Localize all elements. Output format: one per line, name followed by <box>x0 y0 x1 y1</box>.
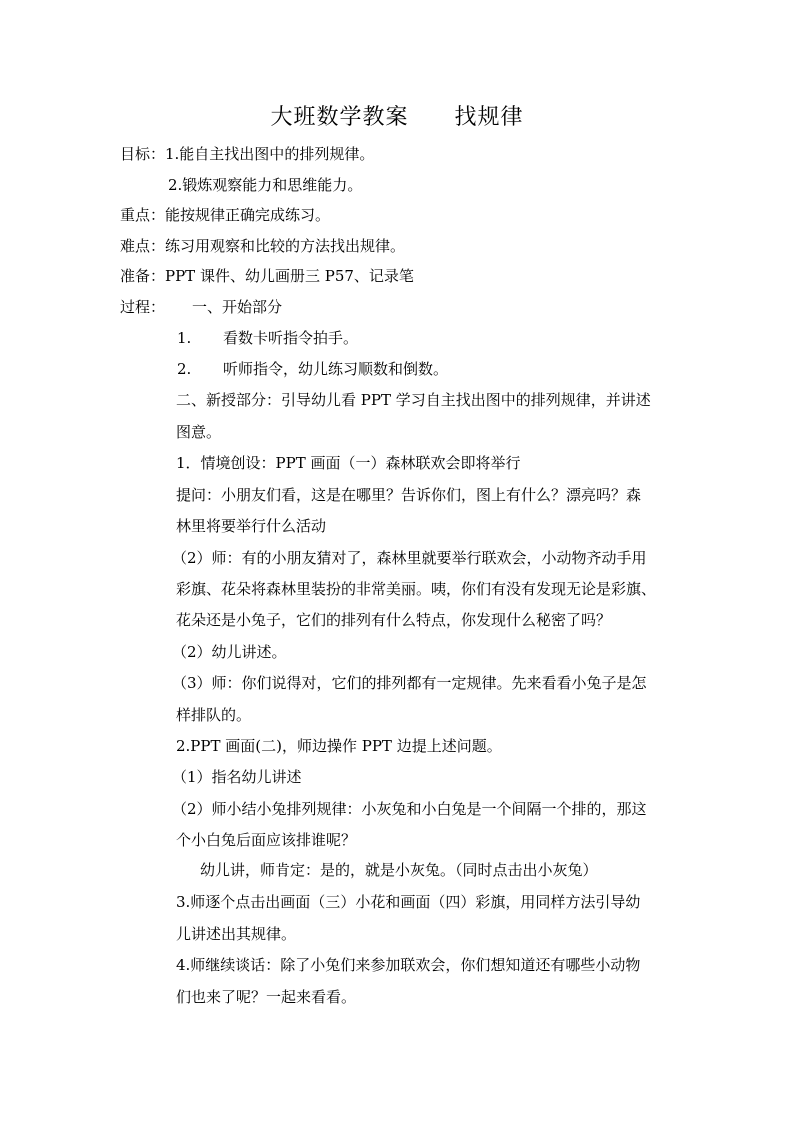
paragraph-line: 个小白兔后面应该排谁呢？ <box>176 831 357 849</box>
goal-line-2: 2.锻炼观察能力和思维能力。 <box>168 176 363 194</box>
paragraph-line: 幼儿讲，师肯定：是的，就是小灰兔。（同时点击出小灰兔） <box>200 861 598 879</box>
paragraph-line: （3）师：你们说得对，它们的排列都有一定规律。先来看看小兔子是怎 <box>172 674 647 692</box>
step-2-number: 2. <box>177 360 192 378</box>
title-topic: 找规律 <box>454 105 524 130</box>
step-2-line <box>177 359 448 379</box>
process-part-one: 一、开始部分 <box>192 298 283 316</box>
paragraph-line: 们也来了呢？一起来看看。 <box>176 988 357 1006</box>
preparation-line: 准备：PPT 课件、幼儿画册三 P57、记录笔 <box>120 267 414 285</box>
step-1-number: 1. <box>177 329 192 347</box>
paragraph-line: 图意。 <box>176 423 222 441</box>
step-2-text: 听师指令，幼儿练习顺数和倒数。 <box>223 360 449 378</box>
paragraph-line: 2.PPT 画面(二)，师边操作 PPT 边提上述问题。 <box>176 737 502 755</box>
paragraph-line: （2）师小结小兔排列规律：小灰兔和小白兔是一个间隔一个排的，那这 <box>172 800 647 818</box>
title-main: 大班数学教案 <box>270 105 409 130</box>
paragraph-line: 彩旗、花朵将森林里装扮的非常美丽。咦，你们有没有发现无论是彩旗、 <box>176 580 657 598</box>
paragraph-line: 1．情境创设：PPT 画面（一）森林联欢会即将举行 <box>176 454 521 472</box>
paragraph-line: 4.师继续谈话：除了小兔们来参加联欢会，你们想知道还有哪些小动物 <box>176 956 641 974</box>
page-title <box>0 100 794 131</box>
paragraph-line: 3.师逐个点击出画面（三）小花和画面（四）彩旗，用同样方法引导幼 <box>176 893 641 911</box>
paragraph-line: （1）指名幼儿讲述 <box>172 768 302 786</box>
step-1-text: 看数卡听指令拍手。 <box>223 329 359 347</box>
difficulty-line: 难点：练习用观察和比较的方法找出规律。 <box>120 237 406 255</box>
paragraph-line: 样排队的。 <box>176 706 252 724</box>
paragraph-line: 提问：小朋友们看，这是在哪里？告诉你们，图上有什么？漂亮吗？森 <box>176 486 642 504</box>
paragraph-line: 林里将要举行什么活动 <box>176 517 327 535</box>
paragraph-line: 花朵还是小兔子，它们的排列有什么特点，你发现什么秘密了吗？ <box>176 611 612 629</box>
paragraph-line: 儿讲述出其规律。 <box>176 925 297 943</box>
paragraph-line: （2）幼儿讲述。 <box>172 643 287 661</box>
step-1-line <box>177 328 358 348</box>
goal-line-1: 目标：1.能自主找出图中的排列规律。 <box>120 145 375 163</box>
process-label: 过程： <box>120 298 166 316</box>
paragraph-line: 二、新授部分：引导幼儿看 PPT 学习自主找出图中的排列规律，并讲述 <box>176 391 651 409</box>
paragraph-line: （2）师：有的小朋友猜对了，森林里就要举行联欢会，小动物齐动手用 <box>172 549 647 567</box>
key-point-line: 重点：能按规律正确完成练习。 <box>120 206 331 224</box>
process-line <box>120 297 282 317</box>
